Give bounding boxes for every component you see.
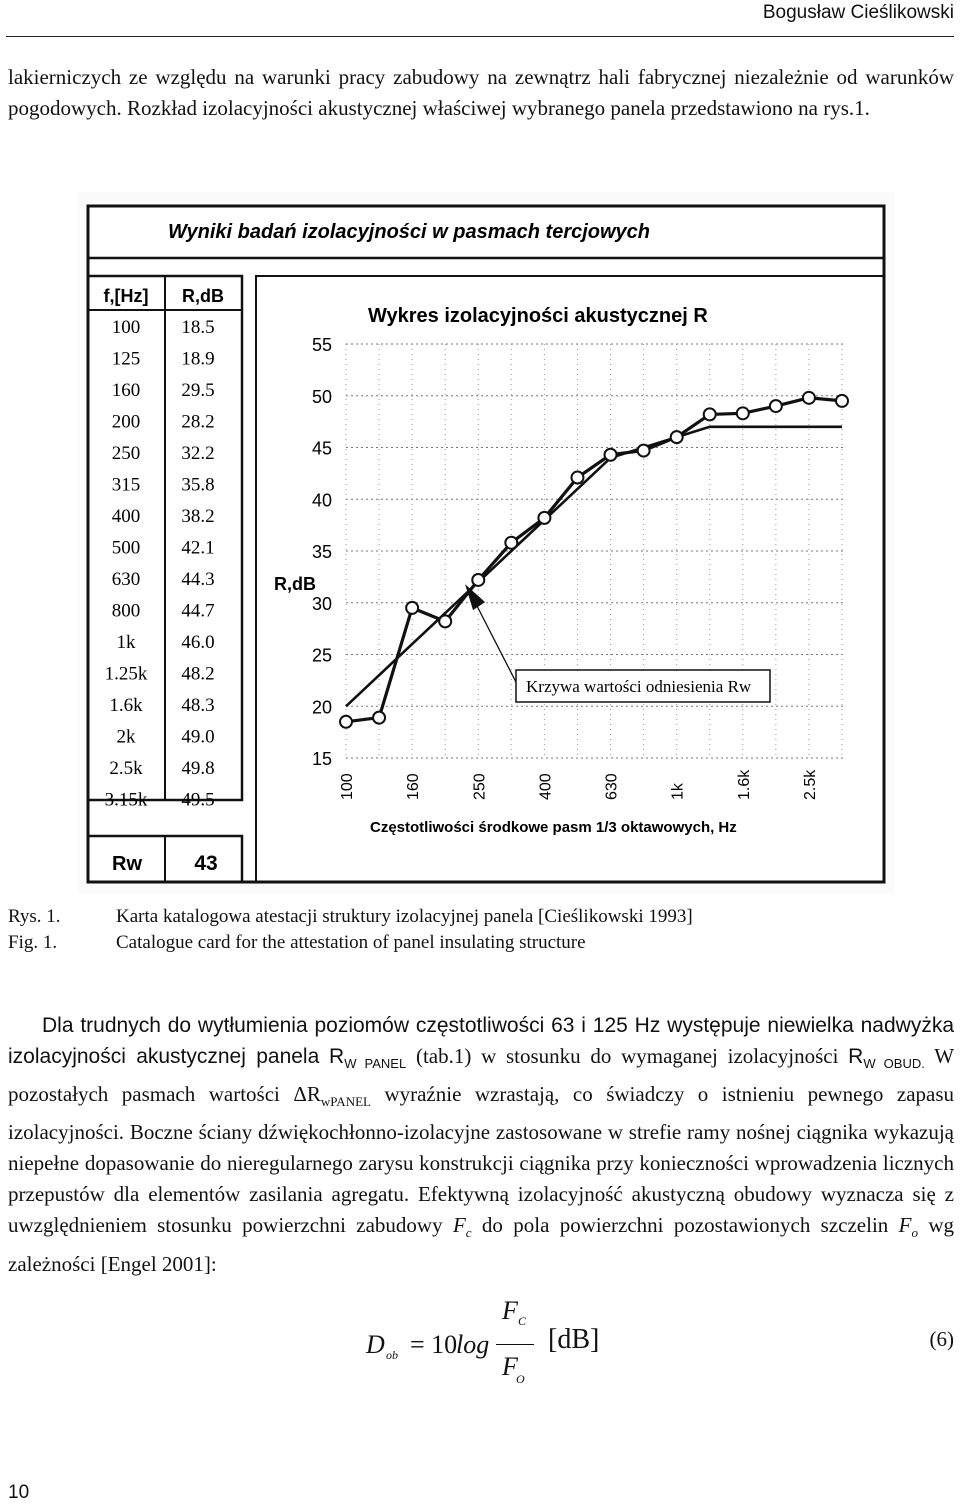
x-tick-label: 400 xyxy=(537,773,555,800)
card-title: Wyniki badań izolacyjności w pasmach tercjowych xyxy=(168,221,651,243)
measured-point xyxy=(373,712,385,724)
y-tick-label: 25 xyxy=(312,645,333,666)
table-cell-frequency: 200 xyxy=(111,411,141,433)
measured-point xyxy=(605,449,617,461)
formula-fraction-bar xyxy=(496,1344,534,1345)
symbol-rw-obud-sub: W OBUD. xyxy=(863,1056,925,1072)
table-cell-frequency: 400 xyxy=(111,505,141,527)
table-header-frequency: f,[Hz] xyxy=(103,286,149,306)
x-tick-label: 630 xyxy=(603,773,621,800)
measured-point xyxy=(671,431,683,443)
symbol-delta-rw xyxy=(293,1082,371,1110)
table-cell-frequency: 2k xyxy=(116,726,136,748)
figure-catalogue-card xyxy=(78,192,894,894)
table-cell-frequency: 1k xyxy=(116,631,136,653)
table-header-rdb: R,dB xyxy=(182,286,224,306)
measured-point xyxy=(737,407,749,419)
table-cell-rdb: 49.8 xyxy=(181,757,215,779)
y-tick-label: 20 xyxy=(312,697,333,718)
measured-point xyxy=(770,400,782,412)
table-cell-frequency: 315 xyxy=(111,474,141,496)
rw-value: 43 xyxy=(194,852,218,875)
measured-point xyxy=(472,574,484,586)
measured-point xyxy=(439,615,451,627)
annotation-text: Krzywa wartości odniesienia Rw xyxy=(526,677,752,696)
symbol-rw-obud xyxy=(848,1045,925,1072)
formula-unit: [dB] xyxy=(548,1324,600,1355)
caption-label-pl: Rys. 1. xyxy=(8,906,61,927)
formula-equals: = 10 xyxy=(410,1330,458,1359)
table-cell-frequency: 160 xyxy=(111,379,141,401)
header-rule xyxy=(6,36,954,37)
table-cell-frequency: 800 xyxy=(111,600,141,622)
table-cell-rdb: 48.3 xyxy=(181,694,215,716)
formula-6 xyxy=(360,1280,960,1410)
measured-point xyxy=(803,392,815,404)
table-cell-rdb: 44.3 xyxy=(181,568,215,590)
table-cell-frequency: 630 xyxy=(111,568,141,590)
body-text-1: Dla trudnych do wytłumienia poziomów częstotliwości 63 i 125 Hz występuje niewielka nadwyżka izolacyjności akustycznej panela xyxy=(8,1014,954,1068)
body-paragraph xyxy=(8,1010,954,1280)
measured-point xyxy=(406,602,418,614)
table-cell-rdb: 32.2 xyxy=(181,442,215,464)
table-cell-rdb: 49.0 xyxy=(181,726,215,748)
table-cell-frequency: 125 xyxy=(111,348,141,370)
figure-svg xyxy=(78,192,894,894)
measured-point xyxy=(538,512,550,524)
table-cell-rdb: 44.7 xyxy=(181,600,215,622)
table-cell-rdb: 49.5 xyxy=(181,789,215,811)
x-axis-label: Częstotliwości środkowe pasm 1/3 oktawowych, Hz xyxy=(370,819,737,836)
body-text-4: wyraźnie wzrastają, co świadczy o istnieniu pewnego zapasu izolacyjności. Boczne ściany dźwiękochłonno-izolacyjne zastosowane w strefie ramy nośnej ciągnika wykazują niepełne dopasowanie do nieregularnego zarysu konstrukcji ciągnika przy konieczności wprowadzenia licznych przepustów dla elementów zasilania agregatu. Efektywną izolacyjność akustyczną obudowy wyznacza się z uwzględnieniem stosunku powierzchni zabudowy xyxy=(8,1082,955,1238)
symbol-fc-sub: c xyxy=(465,1225,472,1241)
table-cell-rdb: 48.2 xyxy=(181,663,215,685)
table-cell-rdb: 28.2 xyxy=(181,411,215,433)
body-text-3: W pozostałych pasmach wartości xyxy=(8,1044,955,1107)
symbol-rw-panel-main: R xyxy=(329,1045,345,1068)
table-cell-rdb: 18.9 xyxy=(181,348,215,370)
x-tick-label: 2.5k xyxy=(801,769,819,800)
body-text-2: (tab.1) w stosunku do wymaganej izolacyjności xyxy=(415,1044,839,1068)
y-tick-label: 35 xyxy=(312,542,333,562)
measured-point xyxy=(571,472,583,484)
table-cell-frequency: 250 xyxy=(111,442,141,464)
body-text-5: do pola powierzchni pozostawionych szczelin xyxy=(481,1213,889,1238)
measured-point xyxy=(505,537,517,549)
intro-paragraph: lakierniczych ze względu na warunki pracy zabudowy na zewnątrz hali fabrycznej niezależnie od warunków pogodowych. Rozkład izolacyjności akustycznej właściwej wybranego panela przedstawiono na rys.1. xyxy=(8,65,954,120)
symbol-fo-sub: o xyxy=(911,1225,918,1241)
y-tick-label: 40 xyxy=(312,490,333,511)
table-cell-frequency: 1.25k xyxy=(104,663,148,685)
table-cell-rdb: 46.0 xyxy=(181,631,215,653)
table-cell-rdb: 35.8 xyxy=(181,474,215,496)
symbol-rw-panel-sub: W PANEL xyxy=(344,1056,407,1072)
chart-title: Wykres izolacyjności akustycznej R xyxy=(368,305,708,327)
symbol-delta-rw-sub: wPANEL xyxy=(320,1094,371,1110)
y-tick-label: 30 xyxy=(312,593,333,614)
formula-denominator-sub: O xyxy=(516,1372,525,1386)
symbol-fo-main: F xyxy=(898,1213,912,1238)
symbol-fc xyxy=(452,1213,472,1241)
formula-lhs: D xyxy=(366,1330,385,1359)
x-tick-label: 100 xyxy=(339,773,356,800)
formula-denominator: F xyxy=(502,1352,518,1381)
body-text-6: wg zależności [Engel 2001]: xyxy=(8,1213,954,1276)
caption-text-en: Catalogue card for the attestation of panel insulating structure xyxy=(116,932,586,953)
formula-lhs-sub: ob xyxy=(386,1348,398,1362)
symbol-rw-obud-main: R xyxy=(848,1045,864,1068)
symbol-delta-rw-main: ΔR xyxy=(293,1082,321,1107)
table-cell-frequency: 500 xyxy=(111,537,141,559)
page-number: 10 xyxy=(8,1482,30,1503)
table-cell-rdb: 29.5 xyxy=(181,379,215,401)
symbol-rw-panel xyxy=(329,1045,407,1072)
y-tick-label: 55 xyxy=(312,335,333,355)
symbol-fo xyxy=(898,1213,918,1241)
measured-point xyxy=(638,445,650,457)
measured-point xyxy=(704,408,716,420)
x-tick-label: 160 xyxy=(405,773,423,800)
table-cell-frequency: 100 xyxy=(111,316,141,338)
y-tick-label: 45 xyxy=(312,438,333,459)
x-tick-label: 250 xyxy=(471,773,489,800)
table-cell-frequency: 2.5k xyxy=(109,757,143,779)
caption-text-pl: Karta katalogowa atestacji struktury izolacyjnej panela [Cieślikowski 1993] xyxy=(116,906,693,927)
y-tick-label: 50 xyxy=(312,386,333,407)
table-cell-rdb: 18.5 xyxy=(181,316,215,338)
caption-label-en: Fig. 1. xyxy=(8,932,58,953)
formula-log: log xyxy=(456,1330,490,1359)
formula-numerator-sub: C xyxy=(518,1314,527,1328)
y-axis-label: R,dB xyxy=(274,574,316,594)
rw-label: Rw xyxy=(112,853,142,875)
x-tick-label: 1.6k xyxy=(735,769,753,800)
table-cell-rdb: 38.2 xyxy=(181,505,215,527)
table-cell-frequency: 3.15k xyxy=(104,789,148,811)
running-header-author: Bogusław Cieślikowski xyxy=(762,2,954,23)
formula-numerator: F xyxy=(502,1296,518,1325)
measured-point xyxy=(836,395,848,407)
symbol-fc-main: F xyxy=(452,1213,466,1238)
y-tick-label: 15 xyxy=(312,749,333,769)
table-cell-rdb: 42.1 xyxy=(181,537,215,559)
table-cell-frequency: 1.6k xyxy=(109,694,143,716)
x-tick-label: 1k xyxy=(669,783,687,800)
measured-point xyxy=(340,716,352,728)
equation-number: (6) xyxy=(929,1327,954,1351)
